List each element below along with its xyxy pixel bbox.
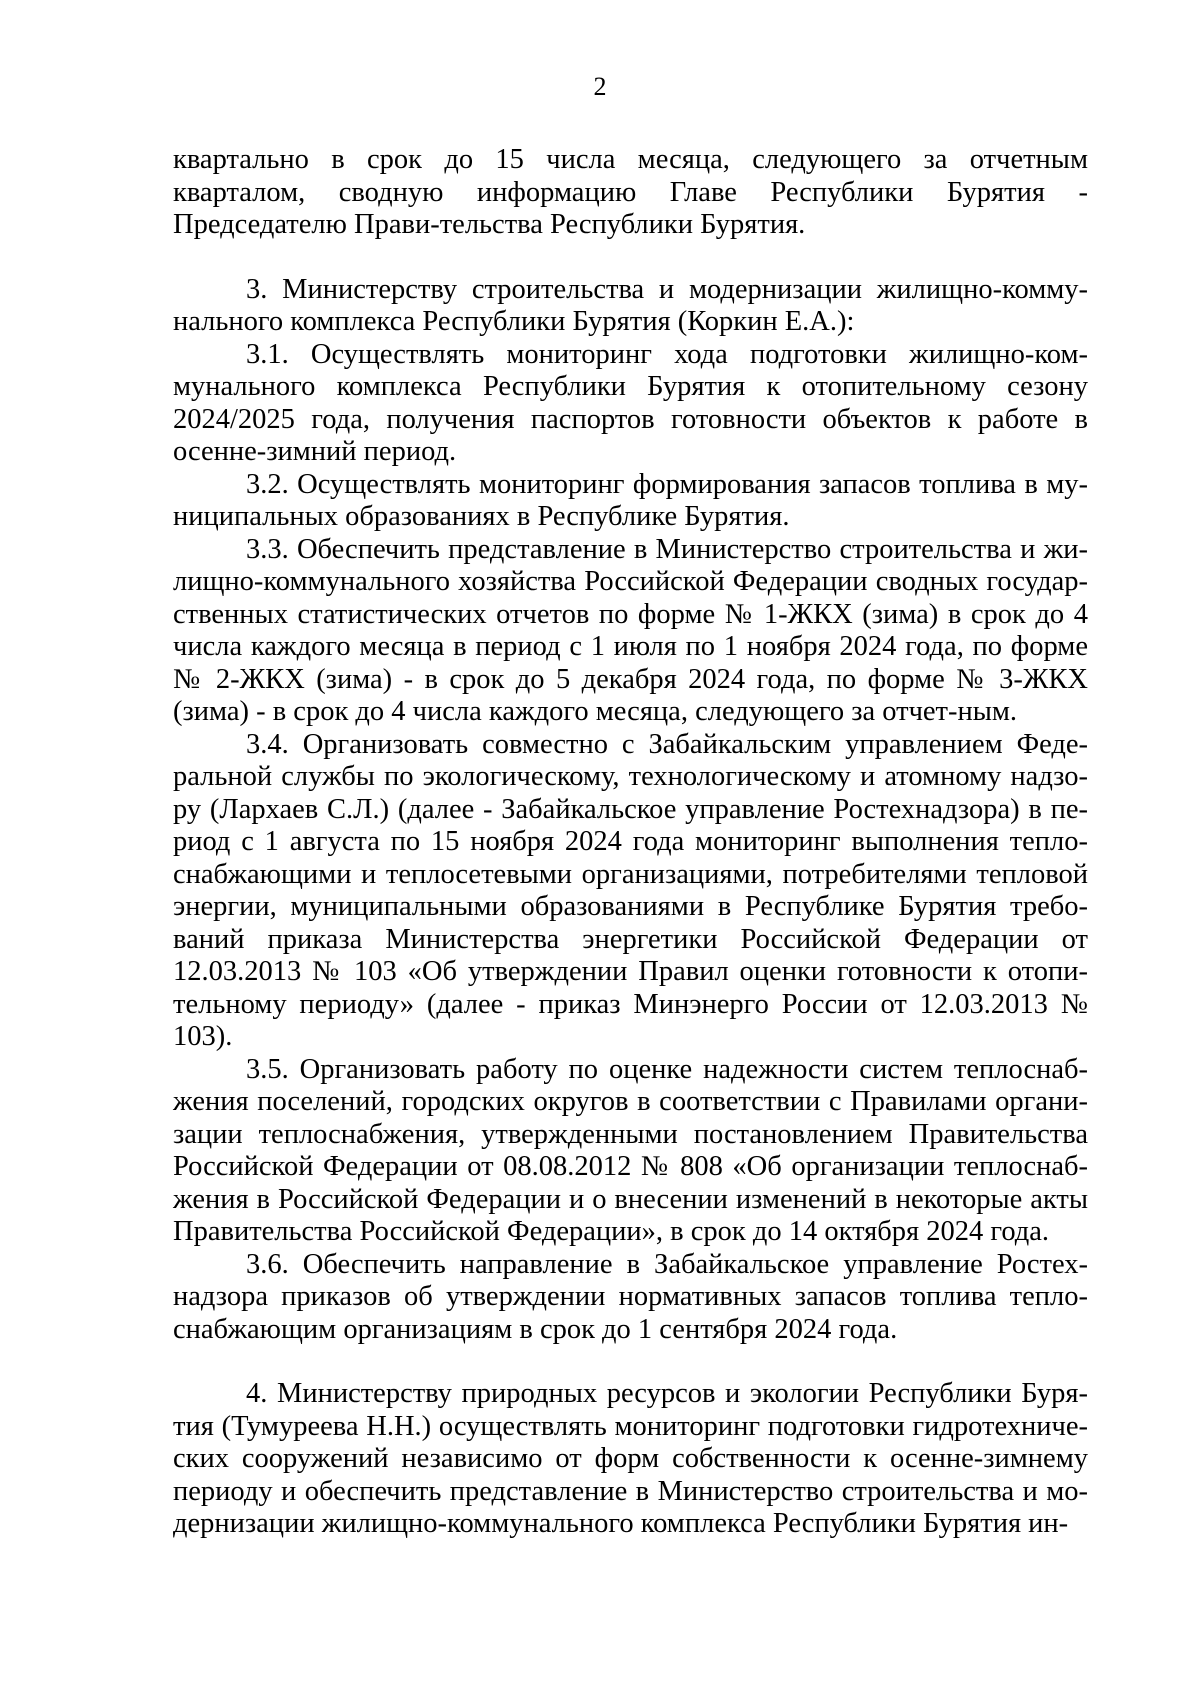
paragraph-item-3-2: 3.2. Осуществлять мониторинг формирования запасов топлива в му-ниципальных образованиях в Республике Бурятия. <box>173 468 1088 532</box>
paragraph-item-3: 3. Министерству строительства и модернизации жилищно-комму-нального комплекса Республики Бурятия (Коркин Е.А.): <box>173 273 1088 337</box>
paragraph-item-3-4: 3.4. Организовать совместно с Забайкальским управлением Феде-ральной службы по экологическому, технологическому и атомному надзо-ру (Лархаев С.Л.) (далее - Забайкальское управление Ростехнадзора) в пе-риод с 1 августа по 15 ноября 2024 года мониторинг выполнения тепло-снабжающими и теплосетевыми организациями, потребителями тепловой энергии, муниципальными образованиями в Республике Бурятия требо-ваний приказа Министерства энергетики Российской Федерации от 12.03.2013 № 103 «Об утверждении Правил оценки готовности к отопи-тельному периоду» (далее - приказ Минэнерго России от 12.03.2013 № 103). <box>173 728 1088 1052</box>
paragraph-item-3-6: 3.6. Обеспечить направление в Забайкальское управление Ростех-надзора приказов об утверждении нормативных запасов топлива тепло-снабжающим организациям в срок до 1 сентября 2024 года. <box>173 1248 1088 1345</box>
paragraph-continuation: квартально в срок до 15 числа месяца, следующего за отчетным кварталом, сводную информацию Главе Республики Бурятия - Председателю Прави-тельства Республики Бурятия. <box>173 144 1088 240</box>
page-number: 2 <box>593 72 607 101</box>
paragraph-item-3-5: 3.5. Организовать работу по оценке надежности систем теплоснаб-жения поселений, городских округов в соответствии с Правилами органи-зации теплоснабжения, утвержденными постановлением Правительства Российской Федерации от 08.08.2012 № 808 «Об организации теплоснаб-жения в Российской Федерации и о внесении изменений в некоторые акты Правительства Российской Федерации», в срок до 14 октября 2024 года. <box>173 1053 1088 1247</box>
paragraph-item-3-3: 3.3. Обеспечить представление в Министерство строительства и жи-лищно-коммунального хозяйства Российской Федерации сводных государ-ственных статистических отчетов по форме № 1-ЖКХ (зима) в срок до 4 числа каждого месяца в период с 1 июля по 1 ноября 2024 года, по форме № 2-ЖКХ (зима) - в срок до 5 декабря 2024 года, по форме № 3-ЖКХ (зима) - в срок до 4 числа каждого месяца, следующего за отчет-ным. <box>173 533 1088 727</box>
paragraph-item-4: 4. Министерству природных ресурсов и экологии Республики Буря-тия (Тумуреева Н.Н.) осуществлять мониторинг подготовки гидротехниче-ских сооружений независимо от форм собственности к осенне-зимнему периоду и обеспечить представление в Министерство строительства и мо-дернизации жилищно-коммунального комплекса Республики Бурятия ин- <box>173 1378 1088 1539</box>
paragraph-item-3-1: 3.1. Осуществлять мониторинг хода подготовки жилищно-ком-мунального комплекса Республики Бурятия к отопительному сезону 2024/2025 года, получения паспортов готовности объектов к работе в осенне-зимний период. <box>173 338 1088 467</box>
document-body <box>173 144 1088 1541</box>
